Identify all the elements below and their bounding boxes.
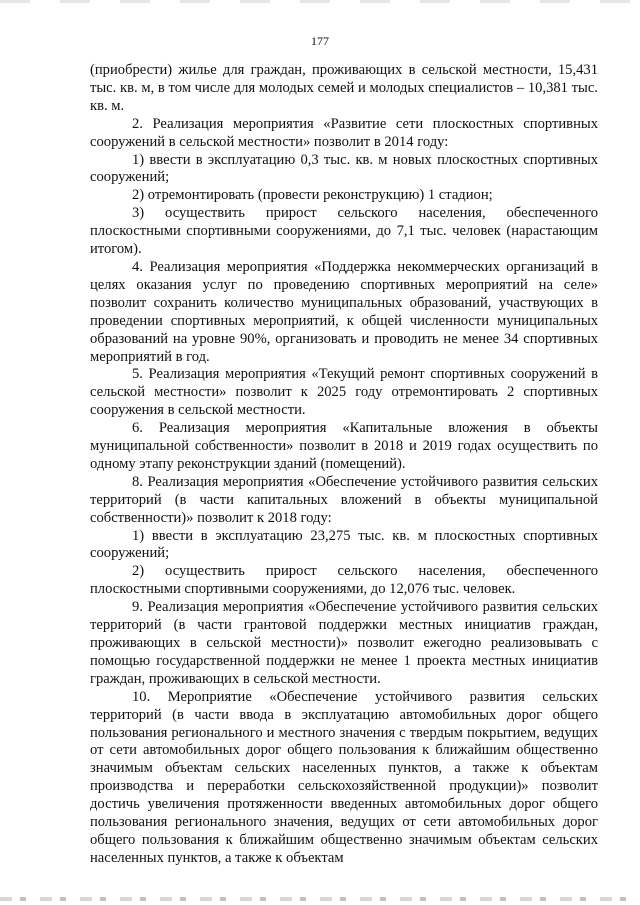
paragraph-continuation: (приобрести) жилье для граждан, проживающих в сельской местности, 15,431 тыс. кв. м, в том числе для молодых семей и молодых специалистов – 10,381 тыс. кв. м. [90,62,598,114]
document-body [90,62,598,868]
paragraph-item-5: 5. Реализация мероприятия «Текущий ремонт спортивных сооружений в сельской местности» позволит к 2025 году отремонтировать 2 спортивных сооружения в сельской местности. [90,366,598,419]
paragraph-subitem-8-1: 1) ввести в эксплуатацию 23,275 тыс. кв. м плоскостных спортивных сооружений; [90,527,598,562]
paragraph-item-6: 6. Реализация мероприятия «Капитальные вложения в объекты муниципальной собственности» позволит в 2018 и 2019 годах осуществить по одному этапу реконструкции зданий (помещений). [90,420,598,472]
paragraph-subitem-2-1: 1) ввести в эксплуатацию 0,3 тыс. кв. м новых плоскостных спортивных сооружений; [90,151,598,186]
paragraph-item-8: 8. Реализация мероприятия «Обеспечение устойчивого развития сельских территорий (в части капитальных вложений в объекты муниципальной собственности)» позволит к 2018 году: [90,473,598,526]
paragraph-item-2: 2. Реализация мероприятия «Развитие сети плоскостных спортивных сооружений в сельской местности» позволит в 2014 году: [90,115,598,150]
scan-artifact-bottom [0,897,640,901]
paragraph-item-9: 9. Реализация мероприятия «Обеспечение устойчивого развития сельских территорий (в части грантовой поддержки местных инициатив граждан, проживающих в сельской местности)» позволит ежегодно реализовывать с помощью государственной поддержки не менее 1 проекта местных инициатив граждан, проживающих в сельской местности. [90,599,598,687]
paragraph-subitem-2-2: 2) отремонтировать (провести реконструкцию) 1 стадион; [132,187,493,204]
paragraph-subitem-8-2: 2) осуществить прирост сельского населения, обеспеченного плоскостными спортивными сооружениями, до 12,076 тыс. человек. [90,563,598,598]
scan-artifact-top [0,0,640,3]
paragraph-subitem-2-3: 3) осуществить прирост сельского населения, обеспеченного плоскостными спортивными сооружениями, до 7,1 тыс. человек (нарастающим итогом). [90,205,598,258]
paragraph-item-10: 10. Мероприятие «Обеспечение устойчивого развития сельских территорий (в части ввода в эксплуатацию автомобильных дорог общего пользования регионального и местного значения с твердым покрытием, ведущих от сети автомобильных дорог общего пользования к ближайшим общественно значимым объектам сельских населенных пунктов, а также к объектам производства и переработки сельскохозяйственной продукции)» позволит достичь увеличения протяженности введенных автомобильных дорог общего пользования регионального значения, ведущих от сети автомобильных дорог общего пользования к ближайшим общественно значимым объектам сельских населенных пунктов, а также к объектам [90,688,598,866]
paragraph-item-4: 4. Реализация мероприятия «Поддержка некоммерческих организаций в целях оказания услуг по проведению спортивных мероприятий на селе» позволит сохранить количество муниципальных образований, участвующих в проведении спортивных мероприятий, к общей численности муниципальных образований на уровне 90%, организовать и проводить не менее 34 спортивных мероприятий в год. [90,258,598,365]
page-number: 177 [311,34,329,48]
